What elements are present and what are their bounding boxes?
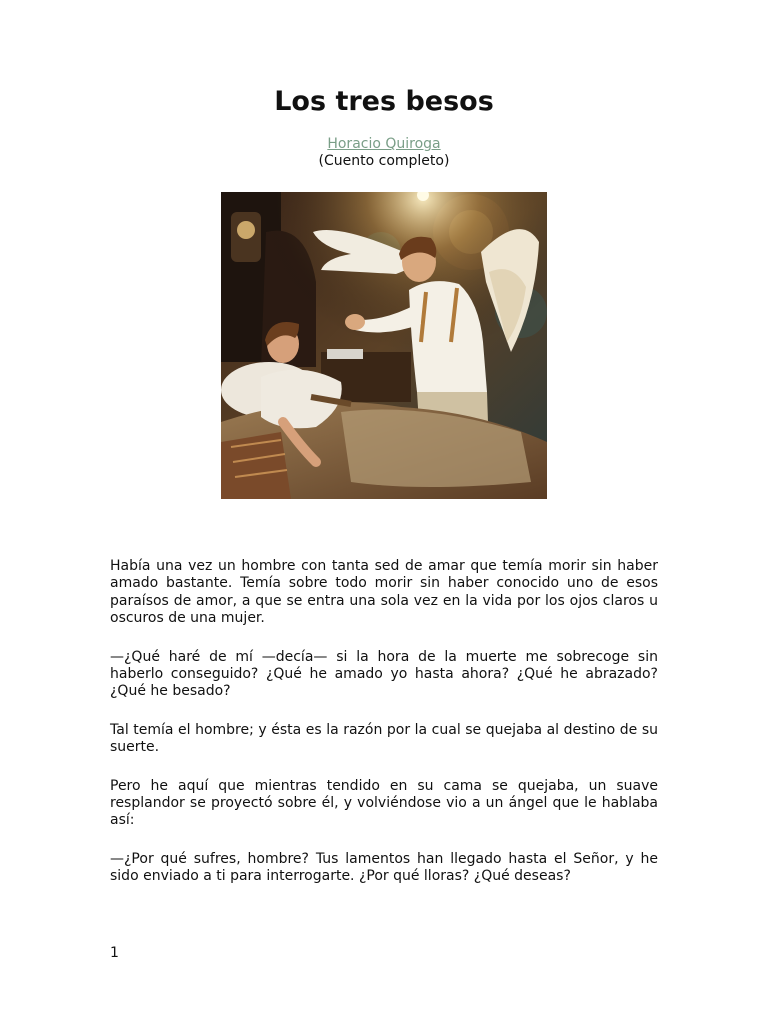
story-body — [110, 558, 658, 907]
paragraph: —¿Qué haré de mí —decía— si la hora de la muerte me sobrecoge sin haberlo conseguido? ¿Qué he amado yo hasta ahora? ¿Qué he abrazado? ¿Qué he besado? — [110, 648, 658, 700]
page-number: 1 — [110, 945, 119, 961]
paragraph: Pero he aquí que mientras tendido en su cama se quejaba, un suave resplandor se proyectó sobre él, y volviéndose vio a un ángel que le hablaba así: — [110, 777, 658, 829]
paragraph: Tal temía el hombre; y ésta es la razón por la cual se quejaba al destino de su suerte. — [110, 721, 658, 756]
document-subtitle: (Cuento completo) — [318, 153, 450, 169]
story-illustration — [221, 192, 547, 499]
document-title: Los tres besos — [274, 86, 494, 117]
paragraph: —¿Por qué sufres, hombre? Tus lamentos han llegado hasta el Señor, y he sido enviado a ti para interrogarte. ¿Por qué lloras? ¿Qué deseas? — [110, 850, 658, 885]
author-link[interactable]: Horacio Quiroga — [327, 136, 441, 152]
paragraph: Había una vez un hombre con tanta sed de amar que temía morir sin haber amado bastante. Temía sobre todo morir sin haber conocido uno de esos paraísos de amor, a que se entra una sola vez en la vida por los ojos claros u oscuros de una mujer. — [110, 558, 658, 627]
